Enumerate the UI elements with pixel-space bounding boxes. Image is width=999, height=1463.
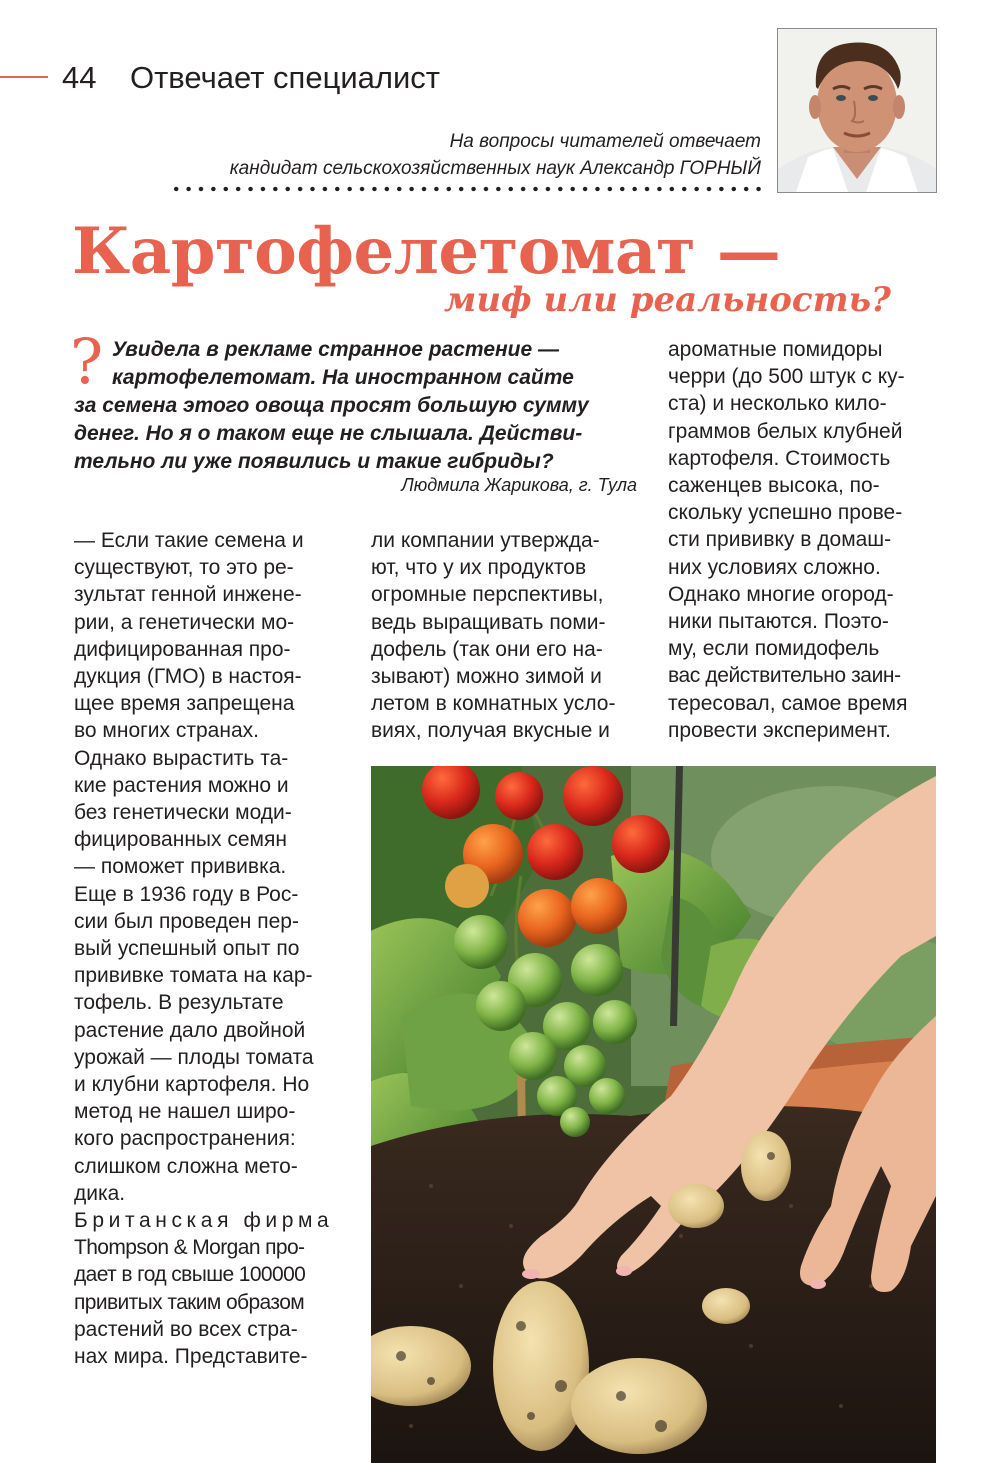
question-line: тельно ли уже появились и такие гибриды? xyxy=(74,450,554,473)
column-line: рии, а генетически мо- xyxy=(74,610,295,634)
column-line: Еще в 1936 году в Рос- xyxy=(74,882,299,906)
column-line: сти прививку в домаш- xyxy=(668,528,892,552)
column-line: сии был проведен пер- xyxy=(74,909,299,933)
expert-portrait xyxy=(777,28,937,193)
column-line: скольку успешно прове- xyxy=(668,501,903,525)
section-title: Отвечает специалист xyxy=(130,60,440,95)
header-accent-rule xyxy=(0,76,48,78)
column-line: без генетически моди- xyxy=(74,801,292,825)
column-line: урожай — плоды томата xyxy=(74,1045,314,1069)
article-column-3 xyxy=(668,336,936,744)
column-line: ароматные помидоры xyxy=(668,338,883,361)
article-column-1 xyxy=(74,527,342,1370)
intro-line-1: На вопросы читателей отвечает xyxy=(449,131,761,152)
column-line: зультат генной инжене- xyxy=(74,583,302,607)
question-line: Увидела в рекламе странное растение — xyxy=(112,338,560,361)
column-line: метод не нашел широ- xyxy=(74,1100,296,1124)
column-line: ли компании утвержда- xyxy=(371,529,600,552)
column-line: виях, получая вкусные и xyxy=(371,719,610,743)
column-line: Британская фирма xyxy=(74,1209,334,1233)
question-line: картофелетомат. На иностранном сайте xyxy=(112,366,574,389)
column-line: ста) и несколько кило- xyxy=(668,392,887,416)
column-line: дифицированная про- xyxy=(74,637,291,661)
tomtato-illustration xyxy=(371,766,936,1463)
column-line: прививке томата на кар- xyxy=(74,964,313,988)
column-line: му, если помидофель xyxy=(668,637,880,661)
column-line: ют, что у их продуктов xyxy=(371,556,587,580)
question-line: за семена этого овоща просят большую сумму xyxy=(74,394,589,417)
column-line: тофель. В результате xyxy=(74,991,284,1015)
column-line: летом в комнатных усло- xyxy=(371,692,616,716)
question-line: денег. Но я о таком еще не слышала. Действи- xyxy=(74,422,583,445)
dotted-divider xyxy=(170,185,762,193)
expert-intro xyxy=(230,128,761,182)
column-line: существуют, то это ре- xyxy=(74,556,294,580)
column-line: вый успешный опыт по xyxy=(74,937,300,961)
column-line: кие растения можно и xyxy=(74,773,289,797)
article-title: Картофелетомат — xyxy=(72,214,781,289)
column-line: ники пытаются. Поэто- xyxy=(668,610,889,634)
column-line: них условиях сложно. xyxy=(668,555,881,579)
reader-question xyxy=(74,336,634,476)
reader-signature: Людмила Жарикова, г. Тула xyxy=(401,475,637,495)
column-line: дика. xyxy=(74,1181,126,1205)
column-line: ведь выращивать поми- xyxy=(371,610,606,634)
article-subtitle: миф или реальность? xyxy=(444,280,891,320)
portrait-photo xyxy=(778,29,936,192)
article-column-2 xyxy=(371,527,639,745)
column-line: Однако многие огород- xyxy=(668,582,894,606)
column-line: дукция (ГМО) в настоя- xyxy=(74,665,302,689)
column-line: щее время запрещена xyxy=(74,692,295,716)
column-line: саженцев высока, по- xyxy=(668,474,880,498)
question-mark-icon: ? xyxy=(70,325,104,398)
column-line: и клубни картофеля. Но xyxy=(74,1073,310,1097)
column-line: растение дало двойной xyxy=(74,1018,306,1042)
tomtato-plant-photo xyxy=(371,766,936,1463)
column-line: Thompson & Morgan про- xyxy=(74,1236,305,1260)
column-line: тересовал, самое время xyxy=(668,691,908,715)
column-line: картофеля. Стоимость xyxy=(668,446,891,470)
column-line: огромные перспективы, xyxy=(371,583,604,607)
column-line: черри (до 500 штук с ку- xyxy=(668,365,905,389)
column-line: во многих странах. xyxy=(74,719,259,743)
column-line: зывают) можно зимой и xyxy=(371,665,602,689)
column-line: вас действительно заин- xyxy=(668,664,901,688)
column-line: растений во всех стра- xyxy=(74,1317,298,1341)
column-line: привитых таким образом xyxy=(74,1290,305,1314)
column-line: провести эксперимент. xyxy=(668,718,891,742)
column-line: кого распространения: xyxy=(74,1127,296,1151)
column-line: — Если такие семена и xyxy=(74,529,304,552)
column-line: — поможет прививка. xyxy=(74,855,287,879)
column-line: дофель (так они его на- xyxy=(371,637,603,661)
column-line: граммов белых клубней xyxy=(668,419,903,443)
intro-line-2: кандидат сельскохозяйственных наук Александр ГОРНЫЙ xyxy=(229,158,761,179)
column-line: Однако вырастить та- xyxy=(74,746,289,770)
column-line: слишком сложна мето- xyxy=(74,1154,298,1178)
column-line: нах мира. Представите- xyxy=(74,1345,308,1369)
column-line: дает в год свыше 100000 xyxy=(74,1263,306,1287)
column-line: фицированных семян xyxy=(74,828,287,852)
page-number: 44 xyxy=(62,60,97,95)
